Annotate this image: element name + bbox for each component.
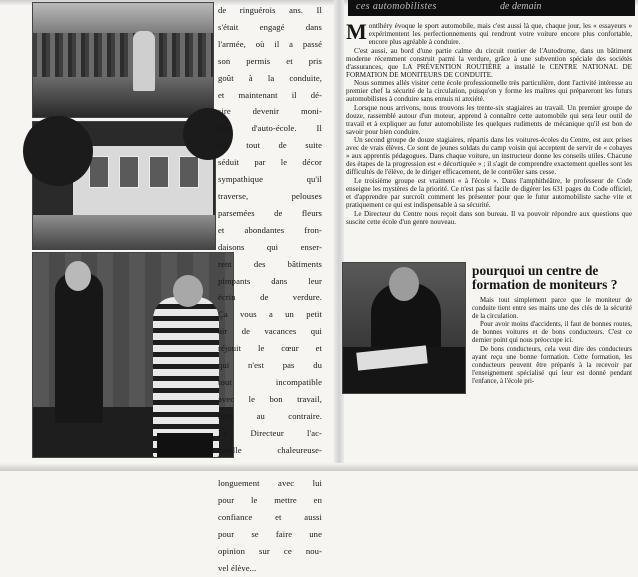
narrow-line: qui n'est pas du (218, 360, 322, 371)
narrow-line: de ringuérois ans. Il (218, 5, 322, 15)
article-paragraph: Montlhéry évoque le sport automobile, mais c'est aussi là que, chaque jour, les « essayeurs » expérimentent les perfectionnements qui rendront votre voiture encore plus confortable, encore plus agréable à conduire. (346, 19, 632, 46)
narrow-line: s'était engagé dans (218, 21, 322, 32)
page-gutter (334, 0, 344, 471)
narrow-line: Ça vous a un petit (218, 309, 322, 320)
running-title: ces automobilistes (356, 1, 437, 12)
article-paragraph: Le Directeur du Centre nous reçoit dans son bureau. Il va pouvoir répondre aux questions que suscite cette école d'un genre nouveau. (346, 209, 632, 226)
narrow-line: pour le mettre en (218, 495, 322, 506)
narrow-line: cueille chaleureuse- (218, 444, 322, 455)
photo-director-at-desk (342, 262, 466, 394)
narrow-line: pour se faire une (218, 529, 322, 540)
scan-edge-bottom (0, 463, 638, 471)
article-paragraph: Lorsque nous arrivons, nous trouvons les trente-six stagiaires au travail. Un premier groupe de douze, rassemblé autour d'un moteur, apprend à connaître cette automobile qui sera leur outil de travail et à expliquer au futur automobiliste les quelques rudiments de mécanique qu'il est bon de savoir pour bien conduire. (346, 103, 632, 136)
narrow-line: et maintenant il dé- (218, 89, 322, 100)
photo-trainee-on-grounds (32, 2, 214, 118)
narrow-line: vel élève... (218, 562, 257, 573)
narrow-line: son permis et pris (218, 55, 322, 66)
narrow-line: sympathique qu'il (218, 174, 322, 185)
sidebar-article (472, 297, 632, 386)
narrow-line: écrin de verdure. (218, 292, 322, 303)
narrow-line: tout incompatible (218, 376, 322, 387)
narrow-line: teur d'auto-école. Il (218, 123, 322, 134)
article-paragraph: C'est aussi, au bord d'une partie calme du circuit routier de l'Autodrome, dans un bâtiment moderne récemment construit parmi la verdure, grâce à une subvention spéciale des sociétés d'assurances, que LA PRÉVENTION ROUTIÈRE a installé le CENTRE NATIONAL DE FORMATION DE MONITEURS DE CONDUITE. (346, 46, 632, 79)
narrow-line: avec le bon travail, (218, 393, 322, 404)
narrow-line: l'armée, où il a passé (218, 38, 322, 49)
sidebar-paragraph: De bons conducteurs, cela veut dire des conducteurs ayant reçu une bonne formation. Cette formation, les conducteurs peuvent être préparés à la recevoir par l'enseignement spécialisé qui leur est donné pendant l'enfance, à l'école pri- (472, 345, 632, 385)
sidebar-title: pourquoi un centre de formation de moniteurs ? (472, 263, 618, 292)
article-paragraph: Le troisième groupe est vraiment « à l'école ». Dans l'amphithéâtre, le professeur de Code enseigne les mystères de la priorité. Ce n'est pas si facile de digérer les 631 pages du Code officiel, et d'apprendre par surcroît comment les présenter pour que le futur automobiliste sache vite et pratiquement ce qui est indispensable à sa sécurité. (346, 176, 632, 209)
article-paragraph: Nous sommes allés visiter cette école professionnelle très particulière, dont l'activité intéresse au premier chef la sécurité de la circulation, puisqu'on y forme les maîtres qui prépareront les futurs automobilistes à conduire sans ennuis ni anxiété. (346, 79, 632, 104)
main-article (346, 19, 632, 226)
narrow-line: séduit par le décor (218, 157, 322, 168)
photo-director-greeting-trainee (32, 252, 234, 458)
narrow-line: traverse, pelouses (218, 190, 322, 201)
sidebar-paragraph: Pour avoir moins d'accidents, il faut de bonnes routes, de bonnes voitures et de bons conducteurs. C'est ce dernier point qui nous préoccupe ici. (472, 321, 632, 345)
narrow-line: longuement avec lui (218, 478, 322, 489)
photo-training-center-building (32, 121, 216, 250)
narrow-line: sire devenir moni- (218, 106, 322, 117)
article-paragraph: Un second groupe de douze stagiaires, répartis dans les voitures-écoles du Centre, est aux prises avec de vrais élèves. Ce sont de jeunes soldats du camp voisin qui acceptent de servir de « cobayes » aux apprentis pédagogues. Dans chaque voiture, un instructeur donne les conseils utiles. Chacune des étapes de la progression est « décortiquée » ; il s'agit de comprendre exactement quelles sont les difficultés de l'élève, de le diriger efficacement, de le contrôler sans cesse. (346, 136, 632, 177)
narrow-line: rent des bâtiments (218, 258, 322, 269)
narrow-line: air de vacances qui (218, 326, 322, 337)
narrow-line: parsemées de fleurs (218, 207, 322, 218)
narrow-line: et abondantes fron- (218, 224, 322, 235)
drop-cap: M (346, 19, 367, 44)
narrow-line: goût à la conduite, (218, 72, 322, 83)
narrow-line: pimpants dans leur (218, 275, 322, 286)
narrow-line: opinion sur ce nou- (218, 546, 322, 556)
narrow-line: bien au contraire. (218, 410, 322, 421)
sidebar-paragraph: Mais tout simplement parce que le moniteur de conduite tient entre ses mains une des clés de la sécurité de la circulation. (472, 297, 632, 320)
narrow-text-column (218, 2, 322, 573)
narrow-line: confiance et aussi (218, 512, 322, 523)
narrow-line: daisons qui enser- (218, 241, 322, 252)
narrow-line: réjouit le cœur et (218, 343, 322, 354)
narrow-line: est tout de suite (218, 140, 322, 151)
running-title-2: de demain (500, 1, 542, 12)
narrow-line: Le Directeur l'ac- (218, 427, 322, 438)
